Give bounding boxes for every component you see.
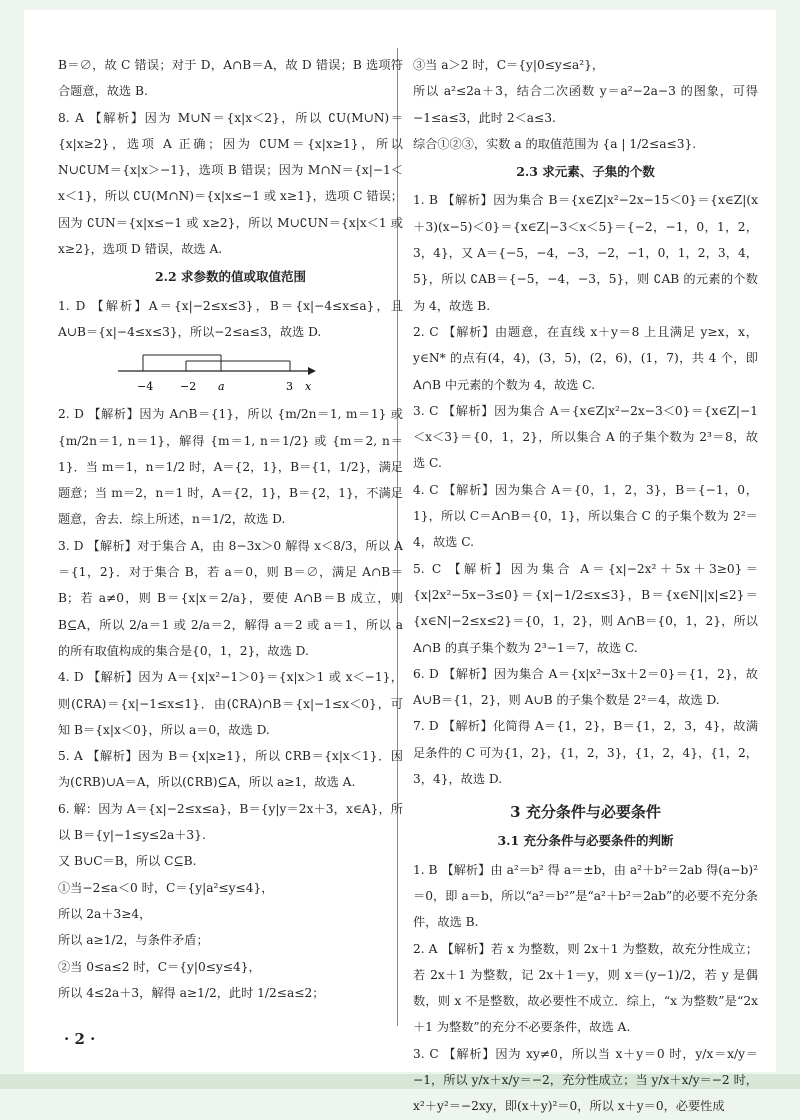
tick-label: a [218, 380, 225, 394]
page-number: · 2 · [64, 1030, 96, 1048]
number-line-svg [58, 345, 403, 401]
paragraph: 所以 a²≤2a＋3，结合二次函数 y＝a²−2a−3 的图象，可得−1≤a≤3，此时 2＜a≤3. [413, 84, 758, 125]
section-heading: 2.2 求参数的值或取值范围 [154, 269, 307, 285]
tick-label: −2 [180, 380, 197, 394]
paragraph: 3. C 【解析】因为集合 A＝{x∈Z|x²−2x−3＜0}＝{x∈Z|−1＜x＜3}＝{0，1，2}，所以集合 A 的子集个数为 2³＝8，故选 C. [413, 403, 758, 471]
tick-label: 3 [286, 380, 293, 394]
paragraph: 3. C 【解析】因为 xy≠0，所以当 x＋y＝0 时，y/x＝x/y＝−1，所以 y/x＋x/y＝−2，充分性成立；当 y/x＋x/y＝−2 时，x²＋y²＝−2xy，即(x＋y)²＝0，所以 x＋y＝0，必要性成 [413, 1046, 758, 1114]
paragraph: 1. B 【解析】因为集合 B＝{x∈Z|x²−2x−15＜0}＝{x∈Z|(x＋3)(x−5)＜0}＝{x∈Z|−3＜x＜5}＝{−2，−1，0，1，2，3，4}，又 A＝{−5，−4，−3，−2，−1，0，1，2，3，4，5}，所以 ∁AB＝{−5，−4，−3，5}，则 ∁AB 的元素的个数为 4，故选 B. [413, 193, 758, 313]
paragraph: 3. D 【解析】对于集合 A，由 8−3x＞0 解得 x＜8/3，所以 A＝{1，2}．对于集合 B，若 a＝0，则 B＝∅，满足 A∩B＝B；若 a≠0，则 B＝{x|x＝2/a}，要使 A∩B＝B 成立，则 B⊆A，所以 2/a＝1 或 2/a＝2，解得 a＝2 或 a＝1，所以 a 的所有取值构成的集合是{0，1，2}，故选 D. [58, 538, 403, 658]
paragraph: 1. B 【解析】由 a²＝b² 得 a＝±b，由 a²＋b²＝2ab 得(a−b)²＝0，即 a＝b，所以“a²＝b²”是“a²＋b²＝2ab”的必要不充分条件，故选 B. [413, 862, 758, 930]
paragraph: ①当−2≤a＜0 时，C＝{y|a²≤y≤4}， [58, 880, 274, 895]
section-heading: 2.3 求元素、子集的个数 [516, 164, 655, 180]
paragraph: 8. A 【解析】因为 M∪N＝{x|x＜2}，所以 ∁U(M∪N)＝{x|x≥2}，选项 A 正确；因为 ∁UM＝{x|x≥1}，所以 N∪∁UM＝{x|x＞−1}，选项 B 错误；因为 M∩N＝{x|−1＜x＜1}，所以 ∁U(M∩N)＝{x|x≤−1 或 x≥1}，选项 C 错误；因为 ∁UN＝{x|x≤−1 或 x≥2}，所以 M∪∁UN＝{x|x＜1 或 x≥2}，选项 D 错误，故选 A. [58, 110, 403, 257]
paragraph: ③当 a＞2 时，C＝{y|0≤y≤a²}， [413, 58, 605, 72]
number-line-figure [58, 345, 403, 401]
paragraph: ②当 0≤a≤2 时，C＝{y|0≤y≤4}， [58, 959, 261, 974]
paragraph: 4. D 【解析】因为 A＝{x|x²−1＞0}＝{x|x＞1 或 x＜−1}，则(∁RA)＝{x|−1≤x≤1}．由(∁RA)∩B＝{x|−1≤x＜0}，可知 B＝{x|x＜0}，所以 a＝0，故选 D. [58, 670, 403, 737]
tick-label: −4 [137, 380, 154, 394]
section-heading: 3.1 充分条件与必要条件的判断 [497, 833, 674, 849]
paragraph: 2. C 【解析】由题意，在直线 x＋y＝8 上且满足 y≥x，x，y∈N* 的点有(4，4)，(3，5)，(2，6)，(1，7)，共 4 个，即 A∩B 中元素的个数为 4，故选 C. [413, 324, 758, 392]
chapter-heading: 3 充分条件与必要条件 [510, 803, 661, 822]
paragraph: 1. D 【解析】A＝{x|−2≤x≤3}，B＝{x|−4≤x≤a}，且 A∪B＝{x|−4≤x≤3}，所以−2≤a≤3，故选 D. [58, 298, 403, 339]
tick-label: x [305, 380, 312, 394]
paragraph: 5. C 【解析】因为集合 A＝{x|−2x²＋5x＋3≥0}＝{x|2x²−5x−3≤0}＝{x|−1/2≤x≤3}，B＝{x∈N||x|≤2}＝{x∈N|−2≤x≤2}＝{0，1，2}，则 A∩B＝{0，1，2}，所以 A∩B 的真子集个数为 2³−1＝7，故选 C. [413, 561, 758, 655]
right-column [413, 52, 758, 1120]
paragraph: 2. A 【解析】若 x 为整数，则 2x＋1 为整数，故充分性成立；若 2x＋1 为整数，记 2x＋1＝y，则 x＝(y−1)/2，若 y 是偶数，则 x 不是整数，故必要性不成立．综上，“x 为整数”是“2x＋1 为整数”的充分不必要条件，故选 A. [413, 941, 758, 1035]
paragraph: 所以 2a＋3≥4， [58, 906, 152, 921]
paragraph: 所以 4≤2a＋3，解得 a≥1/2，此时 1/2≤a≤2； [58, 985, 325, 1000]
paragraph: 6. D 【解析】因为集合 A＝{x|x²−3x＋2＝0}＝{1，2}，故 A∪B＝{1，2}，则 A∪B 的子集个数是 2²＝4，故选 D. [413, 666, 758, 708]
paragraph: B＝∅，故 C 错误；对于 D，A∩B＝A，故 D 错误；B 选项符合题意，故选 B. [58, 58, 403, 99]
paragraph: 6. 解：因为 A＝{x|−2≤x≤a}，B＝{y|y＝2x＋3，x∈A}，所以 B＝{y|−1≤y≤2a＋3}. [58, 801, 403, 843]
paragraph: 综合①②③，实数 a 的取值范围为 {a | 1/2≤a≤3}. [413, 136, 697, 151]
paragraph: 7. D 【解析】化简得 A＝{1，2}，B＝{1，2，3，4}，故满足条件的 C 可为{1，2}，{1，2，3}，{1，2，4}，{1，2，3，4}，故选 D. [413, 719, 758, 787]
left-column [58, 52, 403, 1006]
paragraph: 所以 a≥1/2，与条件矛盾； [58, 933, 209, 948]
paragraph: 又 B∪C＝B，所以 C⊆B. [58, 854, 197, 869]
paragraph: 5. A 【解析】因为 B＝{x|x≥1}，所以 ∁RB＝{x|x＜1}．因为(∁RB)∪A＝A，所以(∁RB)⊆A，所以 a≥1，故选 A. [58, 749, 403, 790]
paragraph: 4. C 【解析】因为集合 A＝{0，1，2，3}，B＝{−1，0，1}，所以 C＝A∩B＝{0，1}，所以集合 C 的子集个数为 2²＝4，故选 C. [413, 482, 758, 550]
paragraph: 2. D 【解析】因为 A∩B＝{1}，所以 {m/2n＝1, m＝1} 或 {m/2n＝1, n＝1}，解得 {m＝1, n＝1/2} 或 {m＝2, n＝1}．当 m＝1，n＝1/2 时，A＝{2，1}，B＝{1，1/2}，满足题意；当 m＝2，n＝1 时，A＝{2，1}，B＝{2，1}，不满足题意，舍去．综上所述，n＝1/2，故选 D. [58, 407, 403, 527]
